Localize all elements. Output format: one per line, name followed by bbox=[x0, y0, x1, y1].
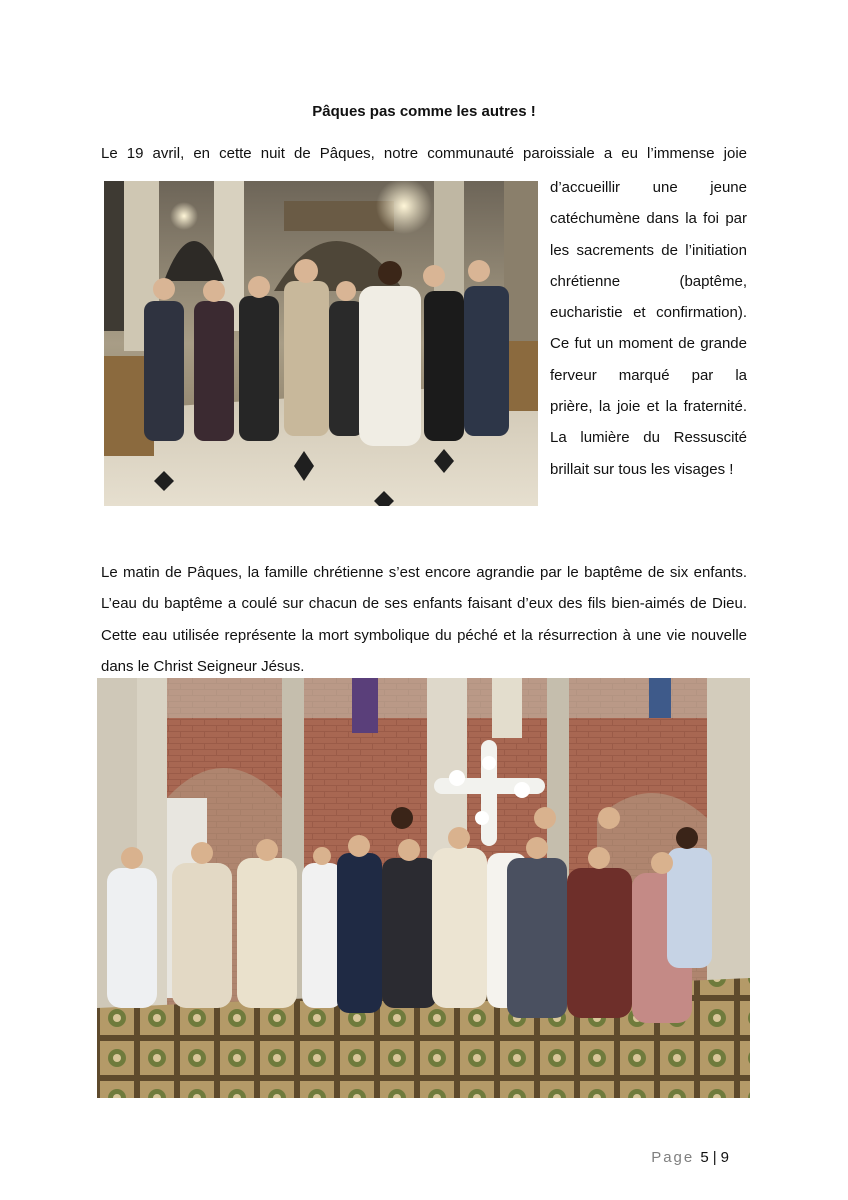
page-separator: | bbox=[712, 1149, 717, 1166]
page-title: Pâques pas comme les autres ! bbox=[312, 103, 536, 120]
text-line: eucharistie et confirmation). bbox=[550, 304, 747, 322]
text-line: les sacrements de l’initiation bbox=[550, 241, 747, 259]
text-line: catéchumène dans la foi par bbox=[550, 210, 747, 228]
text-line: chrétienne (baptême, bbox=[550, 272, 747, 290]
vigil-description bbox=[550, 172, 747, 485]
text-line: brillait sur tous les visages ! bbox=[550, 460, 734, 478]
text-line: prière, la joie et la fraternité. bbox=[550, 398, 747, 416]
text-line: Le matin de Pâques, la famille chrétienne s’est encore agrandie par le baptême de six enfants. bbox=[101, 564, 747, 581]
easter-vigil-group-photo bbox=[104, 181, 538, 506]
text-line: Ce fut un moment de grande bbox=[550, 335, 747, 353]
baptism-paragraph bbox=[101, 557, 747, 682]
intro-paragraph-first-line: Le 19 avril, en cette nuit de Pâques, notre communauté paroissiale a eu l’immense joie bbox=[101, 145, 747, 162]
text-line: Cette eau utilisée représente la mort symbolique du péché et la résurrection à une vie nouvelle bbox=[101, 626, 747, 644]
page-total: 9 bbox=[720, 1149, 729, 1166]
text-line: ferveur marqué par la bbox=[550, 366, 747, 384]
page-footer bbox=[651, 1148, 729, 1168]
text-line: L’eau du baptême a coulé sur chacun de ses enfants faisant d’eux des fils bien-aimés de Dieu. bbox=[101, 595, 747, 613]
text-line: d’accueillir une jeune bbox=[550, 179, 747, 196]
baptism-group-photo bbox=[97, 678, 750, 1098]
text-line: dans le Christ Seigneur Jésus. bbox=[101, 657, 305, 675]
page-label: Page bbox=[651, 1149, 695, 1166]
text-line: La lumière du Ressuscité bbox=[550, 429, 747, 447]
page-number: 5 bbox=[700, 1149, 709, 1166]
